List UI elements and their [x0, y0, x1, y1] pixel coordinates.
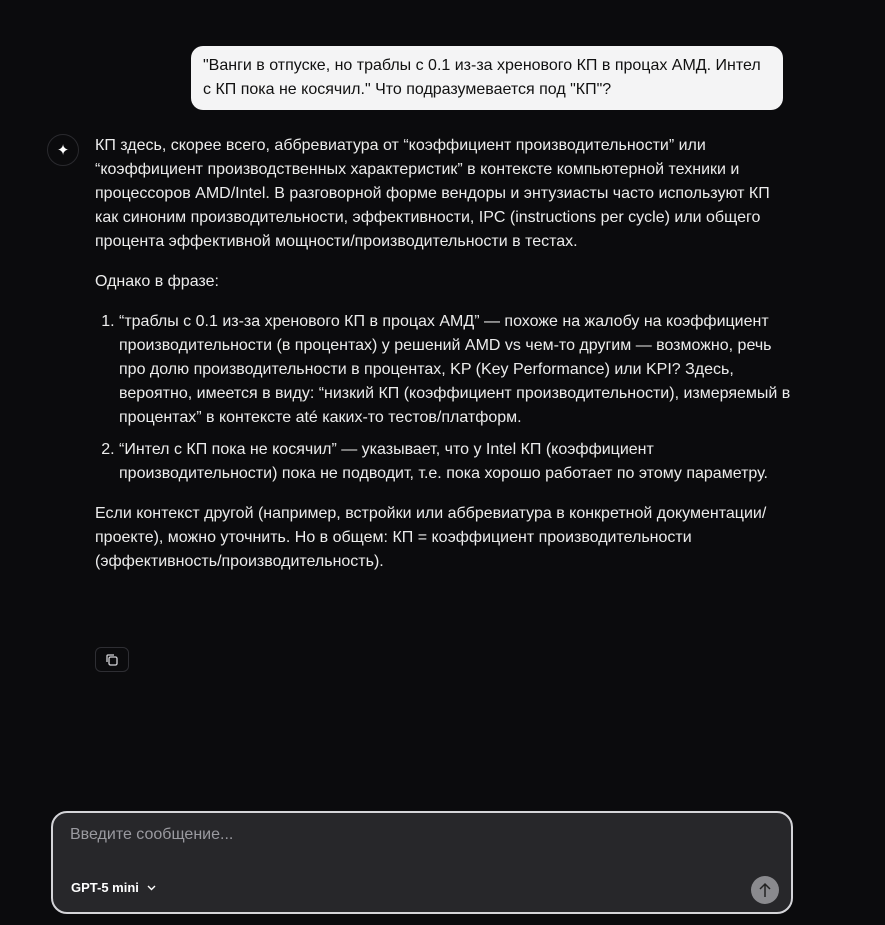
answer-paragraph: КП здесь, скорее всего, аббревиатура от “коэффициент производительности” или “коэффициент производственных характеристик” в контексте компьютерной техники и процессоров AMD/Intel. В разговорной форме вендоры и энтузиасты часто используют КП как синоним производительности, эффективности, IPC (instructions per cycle) или общего процента эффективной мощности/производительности в тестах.: [95, 137, 770, 250]
copy-button[interactable]: [95, 647, 129, 672]
assistant-message: [95, 134, 795, 590]
answer-list: [95, 310, 795, 486]
list-item: 1. “траблы с 0.1 из-за хренового КП в процах АМД” — похоже на жалобу на коэффициент производительности (в процентах) у решений AMD vs чем-то другим — возможно, речь про долю производительности в процентах, KP (Key Performance) или KPI? Здесь, вероятно, имеется в виду: “низкий КП (коэффициент производительности), измеряемый в процентах” в контексте até каких-то тестов/платформ.: [119, 310, 795, 430]
send-button[interactable]: [751, 876, 779, 904]
model-label: GPT-5 mini: [71, 880, 139, 895]
answer-paragraph: Если контекст другой (например, встройки или аббревиатура в конкретной документации/проекте), можно уточнить. Но в общем: КП = коэффициент производительности (эффективность/производительность).: [95, 505, 767, 570]
model-selector[interactable]: [71, 880, 156, 895]
list-item: 2. “Интел с КП пока не косячил” — указывает, что у Intel КП (коэффициент производительности) пока не подводит, т.е. пока хорошо работает по этому параметру.: [119, 438, 795, 486]
message-input[interactable]: [68, 825, 752, 845]
user-message: "Ванги в отпуске, но траблы с 0.1 из-за хренового КП в процах АМД. Интел с КП пока не косячил." Что подразумевается под "КП"?: [191, 46, 783, 110]
chevron-down-icon: [147, 885, 156, 891]
answer-paragraph: Однако в фразе:: [95, 273, 219, 290]
arrow-up-icon: [758, 882, 772, 898]
message-composer: [51, 811, 793, 914]
copy-icon: [105, 653, 119, 667]
assistant-sparkle-icon: ✦: [47, 134, 79, 166]
